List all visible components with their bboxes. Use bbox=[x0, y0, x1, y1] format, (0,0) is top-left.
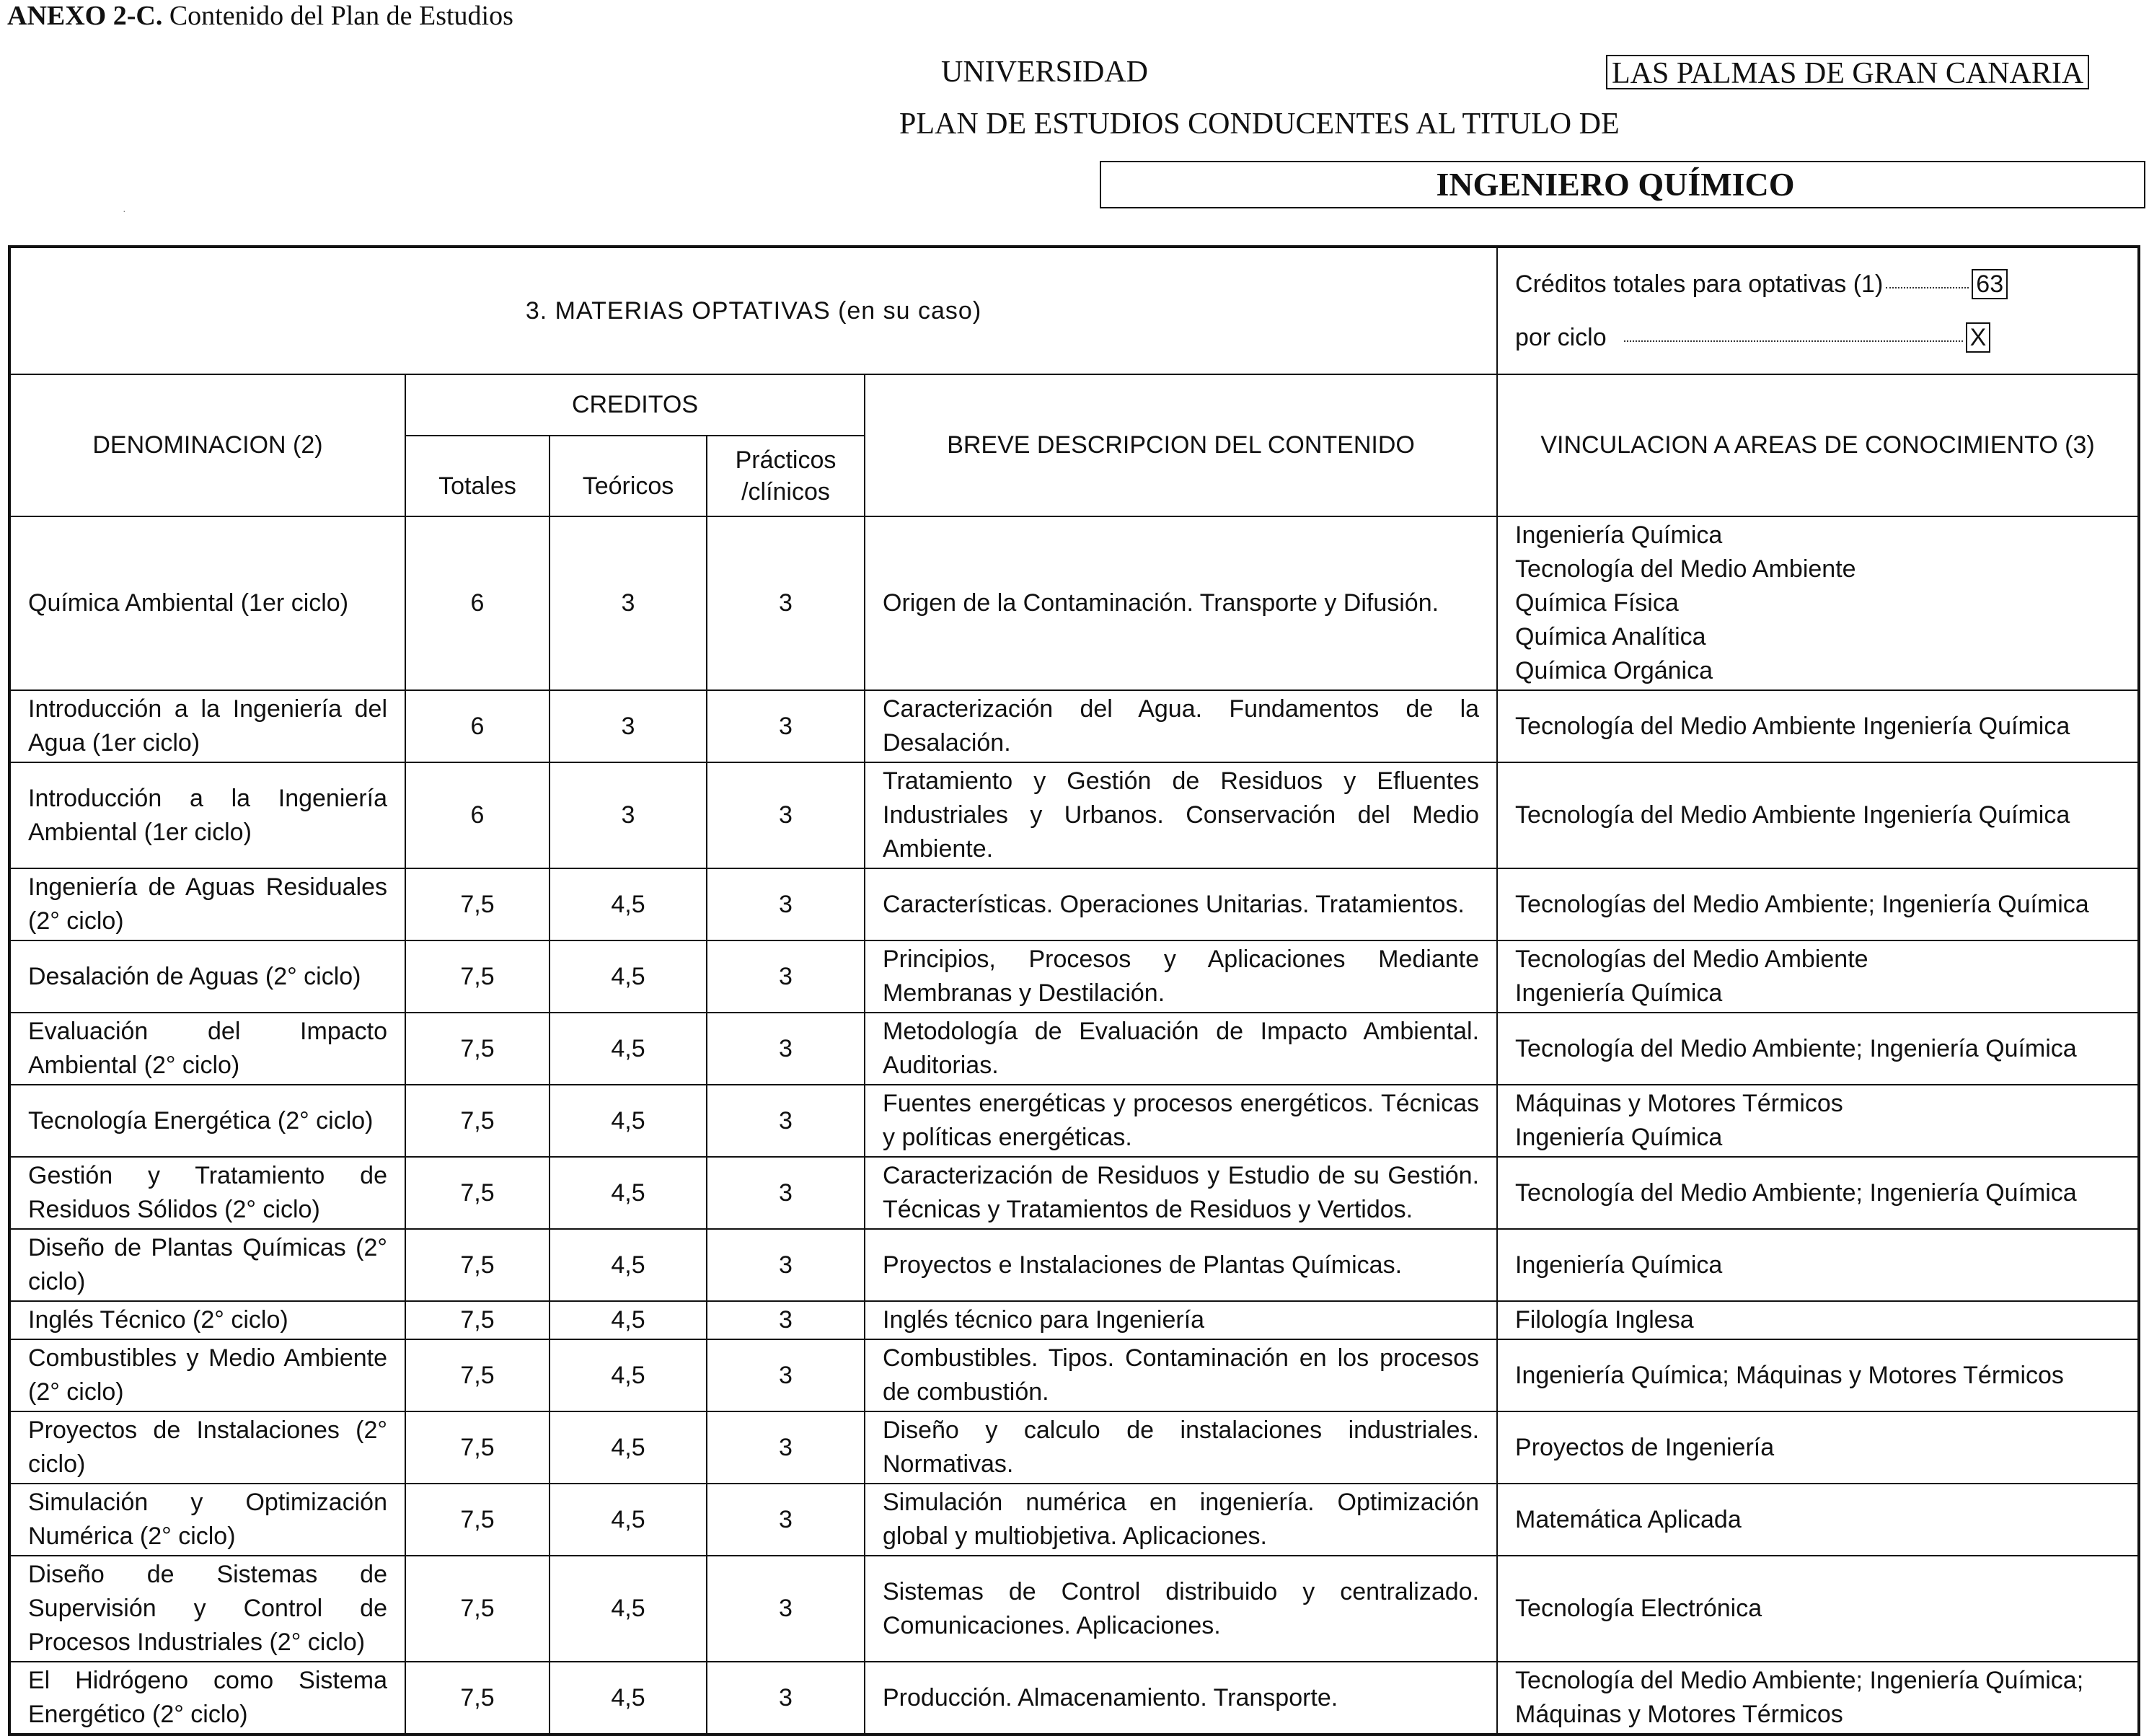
annex-number: ANEXO 2-C. bbox=[7, 1, 163, 31]
por-ciclo-value: X bbox=[1966, 322, 1991, 353]
vinculacion-cell bbox=[1497, 1556, 2139, 1662]
totales-cell: 7,5 bbox=[405, 1339, 550, 1411]
practicos-cell: 3 bbox=[707, 1484, 865, 1556]
vinculacion-cell bbox=[1497, 1662, 2139, 1735]
vinculacion-cell bbox=[1497, 868, 2139, 940]
table-row bbox=[9, 1229, 2139, 1301]
area-item: Tecnología del Medio Ambiente Ingeniería Química bbox=[1515, 801, 2070, 829]
area-item: Proyectos de Ingeniería bbox=[1515, 1433, 1775, 1461]
teoricos-cell: 4,5 bbox=[550, 1229, 707, 1301]
practicos-cell: 3 bbox=[707, 1556, 865, 1662]
descripcion-cell: Diseño y calculo de instalaciones industriales. Normativas. bbox=[865, 1411, 1497, 1484]
area-item: Ingeniería Química bbox=[1515, 979, 1723, 1007]
table-row bbox=[9, 1556, 2139, 1662]
area-item: Máquinas y Motores Térmicos bbox=[1515, 1701, 1843, 1728]
practicos-cell: 3 bbox=[707, 1339, 865, 1411]
table-row bbox=[9, 940, 2139, 1013]
table-row bbox=[9, 1157, 2139, 1229]
vinculacion-cell bbox=[1497, 1339, 2139, 1411]
totales-cell: 7,5 bbox=[405, 1085, 550, 1157]
por-ciclo-line bbox=[1515, 311, 2120, 364]
area-item: Tecnología del Medio Ambiente bbox=[1515, 555, 1856, 583]
descripcion-cell: Proyectos e Instalaciones de Plantas Químicas. bbox=[865, 1229, 1497, 1301]
totales-cell: 7,5 bbox=[405, 1411, 550, 1484]
table-row bbox=[9, 1411, 2139, 1484]
practicos-cell: 3 bbox=[707, 690, 865, 762]
denominacion-cell: Tecnología Energética (2° ciclo) bbox=[9, 1085, 405, 1157]
practicos-cell: 3 bbox=[707, 868, 865, 940]
table-row bbox=[9, 516, 2139, 690]
area-item: Química Orgánica bbox=[1515, 657, 1713, 684]
col-teoricos: Teóricos bbox=[550, 436, 707, 516]
totales-cell: 7,5 bbox=[405, 940, 550, 1013]
table-row bbox=[9, 1484, 2139, 1556]
descripcion-cell: Origen de la Contaminación. Transporte y Difusión. bbox=[865, 516, 1497, 690]
denominacion-cell: Inglés Técnico (2° ciclo) bbox=[9, 1301, 405, 1339]
totales-cell: 7,5 bbox=[405, 1484, 550, 1556]
table-row bbox=[9, 762, 2139, 868]
table-row bbox=[9, 868, 2139, 940]
teoricos-cell: 3 bbox=[550, 762, 707, 868]
table-row bbox=[9, 1013, 2139, 1085]
titulo-box bbox=[1100, 161, 2145, 208]
area-item: Química Analítica bbox=[1515, 623, 1706, 651]
vinculacion-cell bbox=[1497, 1157, 2139, 1229]
section-title: 3. MATERIAS OPTATIVAS (en su caso) bbox=[9, 247, 1497, 374]
col-denominacion: DENOMINACION (2) bbox=[9, 374, 405, 516]
col-vinculacion: VINCULACION A AREAS DE CONOCIMIENTO (3) bbox=[1497, 374, 2139, 516]
denominacion-cell: Introducción a la Ingeniería Ambiental (1er ciclo) bbox=[9, 762, 405, 868]
descripcion-cell: Sistemas de Control distribuido y centralizado. Comunicaciones. Aplicaciones. bbox=[865, 1556, 1497, 1662]
plan-label: PLAN DE ESTUDIOS CONDUCENTES AL TITULO DE bbox=[899, 107, 1620, 141]
totales-cell: 7,5 bbox=[405, 1229, 550, 1301]
denominacion-cell: Ingeniería de Aguas Residuales (2° ciclo) bbox=[9, 868, 405, 940]
area-item: Química Física bbox=[1515, 589, 1679, 617]
denominacion-cell: Combustibles y Medio Ambiente (2° ciclo) bbox=[9, 1339, 405, 1411]
vinculacion-cell bbox=[1497, 1301, 2139, 1339]
vinculacion-cell bbox=[1497, 1411, 2139, 1484]
creditos-totales-label: Créditos totales para optativas (1) bbox=[1515, 270, 1884, 298]
optativas-table bbox=[8, 245, 2140, 1736]
totales-cell: 7,5 bbox=[405, 1556, 550, 1662]
denominacion-cell: Diseño de Sistemas de Supervisión y Control de Procesos Industriales (2° ciclo) bbox=[9, 1556, 405, 1662]
teoricos-cell: 4,5 bbox=[550, 1484, 707, 1556]
area-item: Ingeniería Química bbox=[1515, 521, 1723, 549]
creditos-totales-value: 63 bbox=[1972, 269, 2008, 299]
descripcion-cell: Simulación numérica en ingeniería. Optimización global y multiobjetiva. Aplicaciones. bbox=[865, 1484, 1497, 1556]
descripcion-cell: Caracterización del Agua. Fundamentos de la Desalación. bbox=[865, 690, 1497, 762]
denominacion-cell: Desalación de Aguas (2° ciclo) bbox=[9, 940, 405, 1013]
teoricos-cell: 4,5 bbox=[550, 1085, 707, 1157]
universidad-value: LAS PALMAS DE GRAN CANARIA bbox=[1606, 55, 2089, 89]
teoricos-cell: 4,5 bbox=[550, 1013, 707, 1085]
descripcion-cell: Fuentes energéticas y procesos energéticos. Técnicas y políticas energéticas. bbox=[865, 1085, 1497, 1157]
denominacion-cell: Evaluación del Impacto Ambiental (2° ciclo) bbox=[9, 1013, 405, 1085]
creditos-totales-line bbox=[1515, 257, 2120, 311]
universidad-label: UNIVERSIDAD bbox=[941, 56, 1148, 89]
practicos-cell: 3 bbox=[707, 516, 865, 690]
teoricos-cell: 4,5 bbox=[550, 1301, 707, 1339]
practicos-cell: 3 bbox=[707, 1229, 865, 1301]
leader-dots bbox=[1886, 280, 1969, 288]
descripcion-cell: Inglés técnico para Ingeniería bbox=[865, 1301, 1497, 1339]
vinculacion-cell bbox=[1497, 1085, 2139, 1157]
practicos-cell: 3 bbox=[707, 762, 865, 868]
teoricos-cell: 3 bbox=[550, 690, 707, 762]
vinculacion-cell bbox=[1497, 1013, 2139, 1085]
totales-cell: 7,5 bbox=[405, 1662, 550, 1735]
area-item: Tecnología del Medio Ambiente; Ingeniería Química; bbox=[1515, 1667, 2084, 1694]
creditos-summary bbox=[1497, 247, 2139, 374]
column-header-row-1 bbox=[9, 374, 2139, 436]
vinculacion-cell bbox=[1497, 1229, 2139, 1301]
totales-cell: 6 bbox=[405, 690, 550, 762]
teoricos-cell: 4,5 bbox=[550, 1411, 707, 1484]
totales-cell: 7,5 bbox=[405, 868, 550, 940]
table-row bbox=[9, 1662, 2139, 1735]
denominacion-cell: Introducción a la Ingeniería del Agua (1er ciclo) bbox=[9, 690, 405, 762]
teoricos-cell: 4,5 bbox=[550, 868, 707, 940]
area-item: Tecnología del Medio Ambiente; Ingeniería Química bbox=[1515, 1178, 2077, 1207]
denominacion-cell: Diseño de Plantas Químicas (2° ciclo) bbox=[9, 1229, 405, 1301]
denominacion-cell: Química Ambiental (1er ciclo) bbox=[9, 516, 405, 690]
descripcion-cell: Principios, Procesos y Aplicaciones Mediante Membranas y Destilación. bbox=[865, 940, 1497, 1013]
table-row bbox=[9, 1085, 2139, 1157]
practicos-cell: 3 bbox=[707, 1013, 865, 1085]
totales-cell: 7,5 bbox=[405, 1013, 550, 1085]
area-item: Tecnología Electrónica bbox=[1515, 1595, 1762, 1622]
vinculacion-cell bbox=[1497, 1484, 2139, 1556]
descripcion-cell: Caracterización de Residuos y Estudio de su Gestión. Técnicas y Tratamientos de Residuos y Vertidos. bbox=[865, 1157, 1497, 1229]
descripcion-cell: Metodología de Evaluación de Impacto Ambiental. Auditorias. bbox=[865, 1013, 1497, 1085]
por-ciclo-label: por ciclo bbox=[1515, 324, 1607, 351]
descripcion-cell: Producción. Almacenamiento. Transporte. bbox=[865, 1662, 1497, 1735]
annex-heading bbox=[7, 0, 513, 32]
teoricos-cell: 4,5 bbox=[550, 1556, 707, 1662]
annex-title: Contenido del Plan de Estudios bbox=[162, 1, 513, 31]
teoricos-cell: 3 bbox=[550, 516, 707, 690]
area-item: Ingeniería Química bbox=[1515, 1251, 1723, 1279]
table-row bbox=[9, 1339, 2139, 1411]
col-practicos: Prácticos /clínicos bbox=[707, 436, 865, 516]
area-item: Tecnologías del Medio Ambiente bbox=[1515, 946, 1868, 973]
teoricos-cell: 4,5 bbox=[550, 1662, 707, 1735]
section-header-row bbox=[9, 247, 2139, 374]
denominacion-cell: Proyectos de Instalaciones (2° ciclo) bbox=[9, 1411, 405, 1484]
totales-cell: 6 bbox=[405, 762, 550, 868]
leader-dots bbox=[1624, 333, 1963, 342]
practicos-cell: 3 bbox=[707, 1085, 865, 1157]
area-item: Ingeniería Química bbox=[1515, 1124, 1723, 1151]
vinculacion-cell bbox=[1497, 516, 2139, 690]
practicos-cell: 3 bbox=[707, 1301, 865, 1339]
denominacion-cell: Gestión y Tratamiento de Residuos Sólidos (2° ciclo) bbox=[9, 1157, 405, 1229]
totales-cell: 7,5 bbox=[405, 1301, 550, 1339]
col-creditos: CREDITOS bbox=[405, 374, 865, 436]
descripcion-cell: Tratamiento y Gestión de Residuos y Efluentes Industriales y Urbanos. Conservación del Medio Ambiente. bbox=[865, 762, 1497, 868]
practicos-cell: 3 bbox=[707, 1662, 865, 1735]
area-item: Máquinas y Motores Térmicos bbox=[1515, 1090, 1843, 1117]
titulo-value: INGENIERO QUÍMICO bbox=[1436, 166, 1795, 203]
totales-cell: 6 bbox=[405, 516, 550, 690]
area-item: Tecnología del Medio Ambiente Ingeniería Química bbox=[1515, 712, 2070, 740]
table-row bbox=[9, 690, 2139, 762]
vinculacion-cell bbox=[1497, 762, 2139, 868]
col-descripcion: BREVE DESCRIPCION DEL CONTENIDO bbox=[865, 374, 1497, 516]
area-item: Filología Inglesa bbox=[1515, 1306, 1694, 1334]
practicos-cell: 3 bbox=[707, 1411, 865, 1484]
practicos-cell: 3 bbox=[707, 1157, 865, 1229]
vinculacion-cell bbox=[1497, 690, 2139, 762]
area-item: Tecnologías del Medio Ambiente; Ingeniería Química bbox=[1515, 890, 2089, 918]
totales-cell: 7,5 bbox=[405, 1157, 550, 1229]
area-item: Ingeniería Química; Máquinas y Motores Térmicos bbox=[1515, 1361, 2064, 1389]
col-totales: Totales bbox=[405, 436, 550, 516]
vinculacion-cell bbox=[1497, 940, 2139, 1013]
teoricos-cell: 4,5 bbox=[550, 1339, 707, 1411]
denominacion-cell: El Hidrógeno como Sistema Energético (2° ciclo) bbox=[9, 1662, 405, 1735]
descripcion-cell: Combustibles. Tipos. Contaminación en los procesos de combustión. bbox=[865, 1339, 1497, 1411]
scan-speckle: · bbox=[123, 205, 148, 216]
denominacion-cell: Simulación y Optimización Numérica (2° ciclo) bbox=[9, 1484, 405, 1556]
area-item: Matemática Aplicada bbox=[1515, 1505, 1742, 1533]
area-item: Tecnología del Medio Ambiente; Ingeniería Química bbox=[1515, 1034, 2077, 1062]
teoricos-cell: 4,5 bbox=[550, 940, 707, 1013]
practicos-cell: 3 bbox=[707, 940, 865, 1013]
table-row bbox=[9, 1301, 2139, 1339]
teoricos-cell: 4,5 bbox=[550, 1157, 707, 1229]
descripcion-cell: Características. Operaciones Unitarias. Tratamientos. bbox=[865, 868, 1497, 940]
